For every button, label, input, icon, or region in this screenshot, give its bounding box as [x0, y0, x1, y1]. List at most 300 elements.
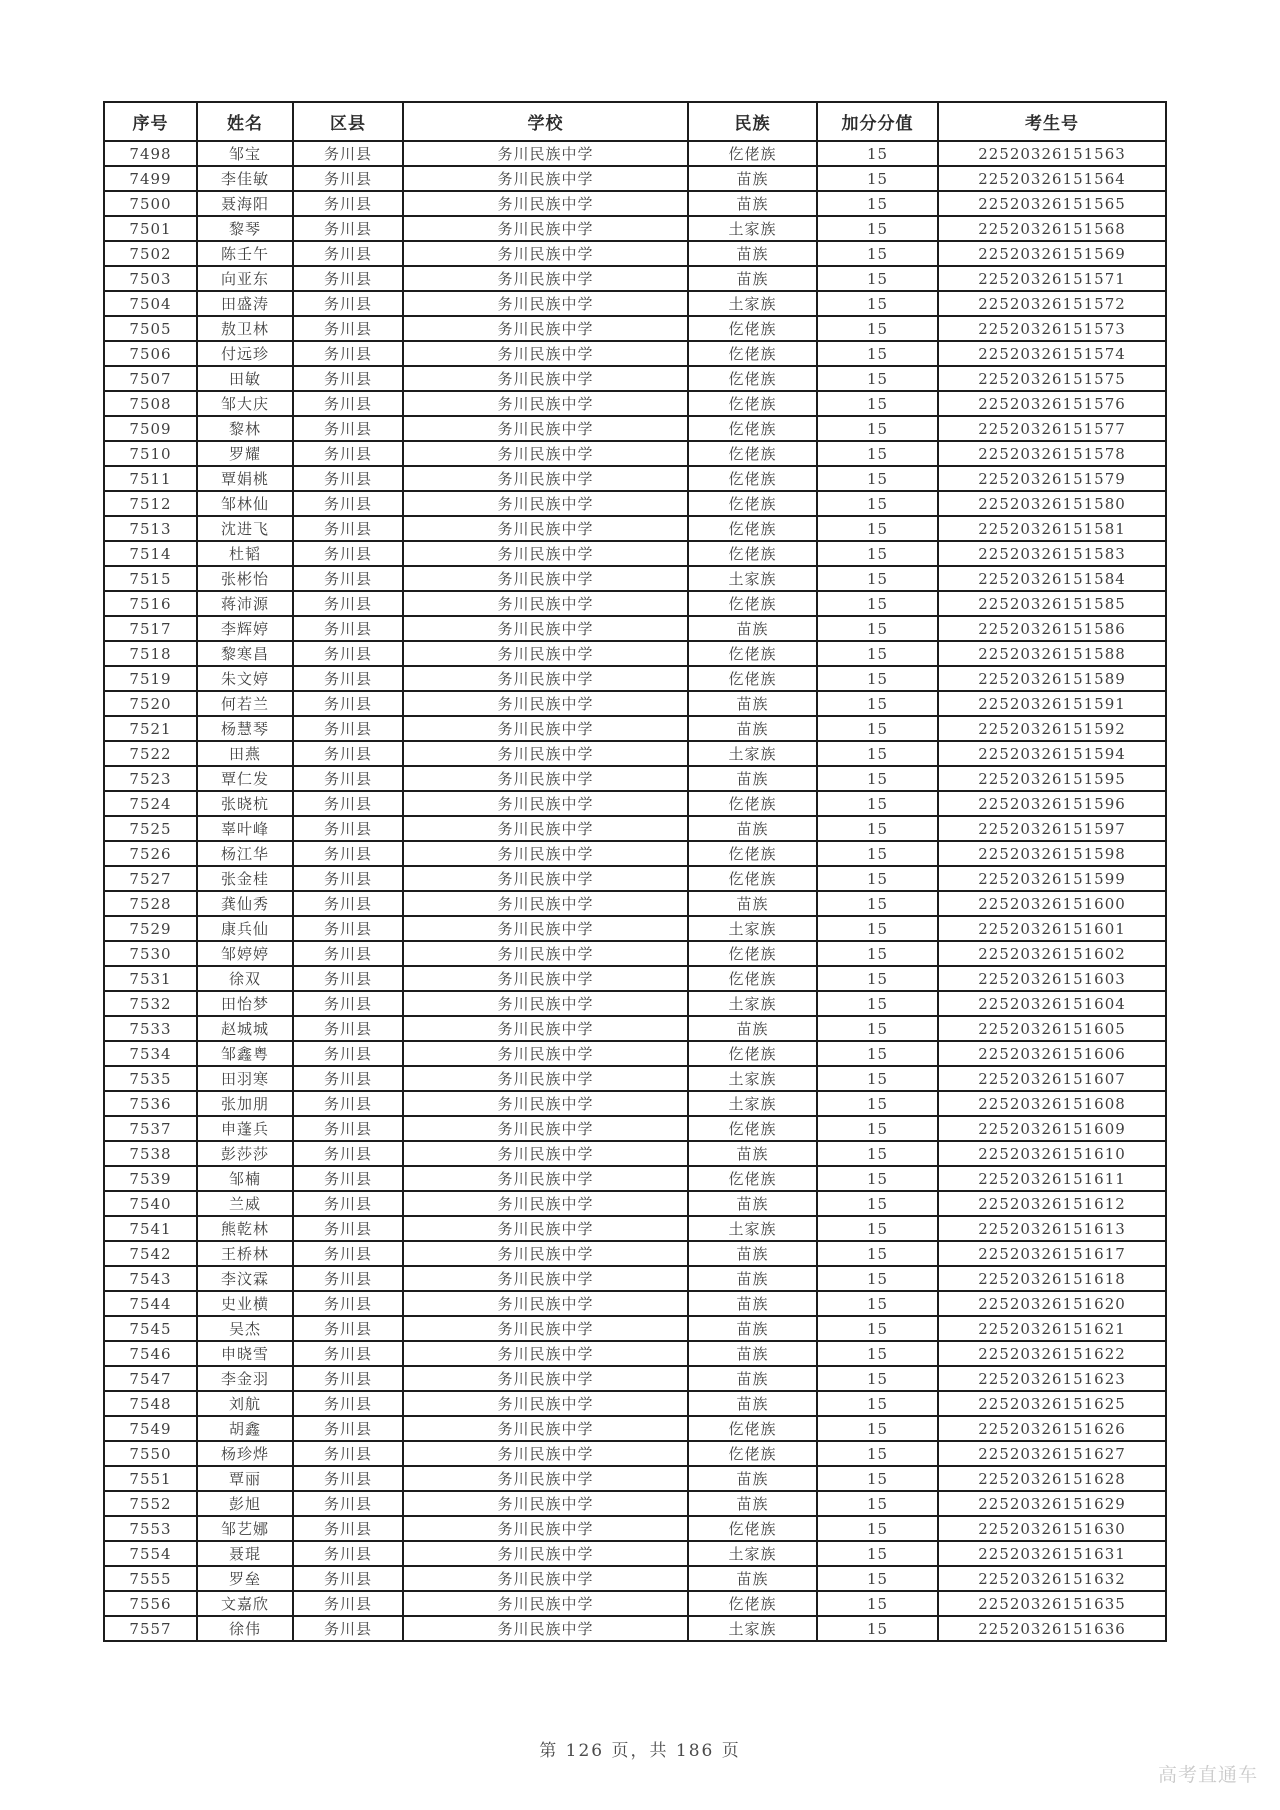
cell-ethnic: 仡佬族 [688, 541, 817, 566]
table-row [104, 241, 1166, 266]
cell-bonus: 15 [817, 641, 938, 666]
cell-seq: 7536 [104, 1091, 197, 1116]
cell-bonus: 15 [817, 1266, 938, 1291]
cell-examno: 22520326151575 [938, 366, 1166, 391]
cell-county: 务川县 [293, 1616, 403, 1641]
cell-name: 吴杰 [197, 1316, 293, 1341]
cell-bonus: 15 [817, 916, 938, 941]
cell-school: 务川民族中学 [403, 466, 688, 491]
table-row [104, 291, 1166, 316]
cell-examno: 22520326151621 [938, 1316, 1166, 1341]
cell-seq: 7501 [104, 216, 197, 241]
table-row [104, 1116, 1166, 1141]
table-row [104, 941, 1166, 966]
cell-examno: 22520326151610 [938, 1141, 1166, 1166]
cell-name: 沈进飞 [197, 516, 293, 541]
cell-name: 付远珍 [197, 341, 293, 366]
cell-ethnic: 土家族 [688, 291, 817, 316]
cell-seq: 7498 [104, 141, 197, 166]
cell-name: 罗耀 [197, 441, 293, 466]
table-row [104, 1216, 1166, 1241]
cell-bonus: 15 [817, 591, 938, 616]
cell-seq: 7520 [104, 691, 197, 716]
cell-examno: 22520326151628 [938, 1466, 1166, 1491]
cell-school: 务川民族中学 [403, 441, 688, 466]
cell-bonus: 15 [817, 991, 938, 1016]
cell-ethnic: 仡佬族 [688, 666, 817, 691]
cell-bonus: 15 [817, 716, 938, 741]
cell-name: 罗垒 [197, 1566, 293, 1591]
cell-school: 务川民族中学 [403, 241, 688, 266]
cell-school: 务川民族中学 [403, 1416, 688, 1441]
cell-ethnic: 苗族 [688, 166, 817, 191]
cell-bonus: 15 [817, 1116, 938, 1141]
cell-name: 朱文婷 [197, 666, 293, 691]
cell-school: 务川民族中学 [403, 1141, 688, 1166]
cell-county: 务川县 [293, 1366, 403, 1391]
cell-county: 务川县 [293, 541, 403, 566]
cell-name: 邹艺娜 [197, 1516, 293, 1541]
cell-county: 务川县 [293, 516, 403, 541]
cell-school: 务川民族中学 [403, 1491, 688, 1516]
cell-bonus: 15 [817, 816, 938, 841]
cell-examno: 22520326151623 [938, 1366, 1166, 1391]
cell-seq: 7530 [104, 941, 197, 966]
cell-bonus: 15 [817, 191, 938, 216]
cell-bonus: 15 [817, 1516, 938, 1541]
cell-examno: 22520326151584 [938, 566, 1166, 591]
cell-county: 务川县 [293, 691, 403, 716]
bonus-points-table [103, 101, 1167, 1642]
cell-county: 务川县 [293, 816, 403, 841]
cell-examno: 22520326151622 [938, 1341, 1166, 1366]
cell-bonus: 15 [817, 1491, 938, 1516]
table-row [104, 466, 1166, 491]
cell-name: 李佳敏 [197, 166, 293, 191]
cell-name: 李辉婷 [197, 616, 293, 641]
cell-school: 务川民族中学 [403, 1341, 688, 1366]
cell-bonus: 15 [817, 1616, 938, 1641]
cell-ethnic: 仡佬族 [688, 1516, 817, 1541]
cell-school: 务川民族中学 [403, 866, 688, 891]
cell-ethnic: 仡佬族 [688, 441, 817, 466]
cell-ethnic: 仡佬族 [688, 516, 817, 541]
cell-school: 务川民族中学 [403, 691, 688, 716]
cell-county: 务川县 [293, 941, 403, 966]
cell-examno: 22520326151612 [938, 1191, 1166, 1216]
cell-examno: 22520326151573 [938, 316, 1166, 341]
cell-ethnic: 苗族 [688, 1566, 817, 1591]
cell-bonus: 15 [817, 491, 938, 516]
table-row [104, 866, 1166, 891]
cell-ethnic: 苗族 [688, 891, 817, 916]
cell-bonus: 15 [817, 266, 938, 291]
cell-bonus: 15 [817, 391, 938, 416]
cell-school: 务川民族中学 [403, 1616, 688, 1641]
cell-seq: 7554 [104, 1541, 197, 1566]
cell-name: 赵城城 [197, 1016, 293, 1041]
cell-examno: 22520326151599 [938, 866, 1166, 891]
cell-name: 李汶霖 [197, 1266, 293, 1291]
cell-school: 务川民族中学 [403, 1566, 688, 1591]
cell-bonus: 15 [817, 316, 938, 341]
cell-ethnic: 土家族 [688, 916, 817, 941]
cell-ethnic: 土家族 [688, 1216, 817, 1241]
cell-seq: 7555 [104, 1566, 197, 1591]
table-row [104, 1366, 1166, 1391]
cell-name: 邹林仙 [197, 491, 293, 516]
cell-name: 彭旭 [197, 1491, 293, 1516]
cell-name: 张金桂 [197, 866, 293, 891]
cell-county: 务川县 [293, 1091, 403, 1116]
cell-examno: 22520326151604 [938, 991, 1166, 1016]
cell-county: 务川县 [293, 641, 403, 666]
table-row [104, 791, 1166, 816]
cell-name: 邹大庆 [197, 391, 293, 416]
cell-ethnic: 仡佬族 [688, 391, 817, 416]
cell-ethnic: 苗族 [688, 1316, 817, 1341]
cell-bonus: 15 [817, 1216, 938, 1241]
cell-ethnic: 苗族 [688, 1491, 817, 1516]
cell-seq: 7545 [104, 1316, 197, 1341]
cell-seq: 7552 [104, 1491, 197, 1516]
cell-school: 务川民族中学 [403, 816, 688, 841]
cell-school: 务川民族中学 [403, 616, 688, 641]
cell-bonus: 15 [817, 1091, 938, 1116]
cell-examno: 22520326151594 [938, 741, 1166, 766]
cell-bonus: 15 [817, 891, 938, 916]
cell-examno: 22520326151589 [938, 666, 1166, 691]
table-row [104, 1166, 1166, 1191]
table-row [104, 391, 1166, 416]
cell-examno: 22520326151580 [938, 491, 1166, 516]
cell-county: 务川县 [293, 1016, 403, 1041]
cell-ethnic: 苗族 [688, 191, 817, 216]
table-row [104, 341, 1166, 366]
cell-bonus: 15 [817, 366, 938, 391]
cell-examno: 22520326151611 [938, 1166, 1166, 1191]
cell-seq: 7526 [104, 841, 197, 866]
cell-bonus: 15 [817, 1566, 938, 1591]
cell-school: 务川民族中学 [403, 891, 688, 916]
cell-bonus: 15 [817, 566, 938, 591]
cell-seq: 7524 [104, 791, 197, 816]
cell-ethnic: 仡佬族 [688, 641, 817, 666]
cell-name: 田敏 [197, 366, 293, 391]
cell-examno: 22520326151630 [938, 1516, 1166, 1541]
cell-seq: 7557 [104, 1616, 197, 1641]
cell-county: 务川县 [293, 1341, 403, 1366]
cell-ethnic: 仡佬族 [688, 366, 817, 391]
cell-examno: 22520326151591 [938, 691, 1166, 716]
cell-ethnic: 苗族 [688, 1241, 817, 1266]
cell-examno: 22520326151598 [938, 841, 1166, 866]
cell-bonus: 15 [817, 1416, 938, 1441]
cell-examno: 22520326151597 [938, 816, 1166, 841]
cell-name: 黎寒昌 [197, 641, 293, 666]
cell-examno: 22520326151568 [938, 216, 1166, 241]
cell-ethnic: 仡佬族 [688, 1591, 817, 1616]
cell-name: 邹婷婷 [197, 941, 293, 966]
cell-school: 务川民族中学 [403, 141, 688, 166]
column-header-examno: 考生号 [938, 102, 1166, 141]
cell-bonus: 15 [817, 841, 938, 866]
cell-county: 务川县 [293, 966, 403, 991]
cell-bonus: 15 [817, 1366, 938, 1391]
cell-county: 务川县 [293, 166, 403, 191]
cell-name: 田羽寒 [197, 1066, 293, 1091]
cell-ethnic: 苗族 [688, 766, 817, 791]
cell-school: 务川民族中学 [403, 1316, 688, 1341]
cell-name: 黎林 [197, 416, 293, 441]
cell-seq: 7553 [104, 1516, 197, 1541]
cell-examno: 22520326151592 [938, 716, 1166, 741]
cell-seq: 7550 [104, 1441, 197, 1466]
cell-ethnic: 仡佬族 [688, 1041, 817, 1066]
cell-name: 向亚东 [197, 266, 293, 291]
table-row [104, 766, 1166, 791]
table-row [104, 166, 1166, 191]
cell-seq: 7541 [104, 1216, 197, 1241]
cell-bonus: 15 [817, 291, 938, 316]
cell-seq: 7508 [104, 391, 197, 416]
cell-seq: 7500 [104, 191, 197, 216]
table-row [104, 741, 1166, 766]
cell-name: 田怡梦 [197, 991, 293, 1016]
table-row [104, 516, 1166, 541]
table-row [104, 1416, 1166, 1441]
cell-bonus: 15 [817, 941, 938, 966]
cell-ethnic: 苗族 [688, 1141, 817, 1166]
table-row [104, 541, 1166, 566]
cell-bonus: 15 [817, 1391, 938, 1416]
table-row [104, 441, 1166, 466]
cell-ethnic: 仡佬族 [688, 416, 817, 441]
table-header [104, 102, 1166, 141]
cell-examno: 22520326151565 [938, 191, 1166, 216]
cell-county: 务川县 [293, 1516, 403, 1541]
table-row [104, 991, 1166, 1016]
cell-seq: 7538 [104, 1141, 197, 1166]
cell-examno: 22520326151596 [938, 791, 1166, 816]
cell-bonus: 15 [817, 691, 938, 716]
cell-county: 务川县 [293, 666, 403, 691]
cell-ethnic: 苗族 [688, 616, 817, 641]
cell-county: 务川县 [293, 1141, 403, 1166]
cell-ethnic: 土家族 [688, 566, 817, 591]
cell-county: 务川县 [293, 991, 403, 1016]
cell-county: 务川县 [293, 416, 403, 441]
cell-county: 务川县 [293, 1041, 403, 1066]
cell-bonus: 15 [817, 1316, 938, 1341]
cell-school: 务川民族中学 [403, 1016, 688, 1041]
cell-seq: 7510 [104, 441, 197, 466]
cell-seq: 7539 [104, 1166, 197, 1191]
table-row [104, 1441, 1166, 1466]
cell-name: 申晓雪 [197, 1341, 293, 1366]
cell-bonus: 15 [817, 141, 938, 166]
table-row [104, 1016, 1166, 1041]
column-header-county: 区县 [293, 102, 403, 141]
cell-ethnic: 仡佬族 [688, 341, 817, 366]
cell-school: 务川民族中学 [403, 1041, 688, 1066]
cell-examno: 22520326151581 [938, 516, 1166, 541]
cell-school: 务川民族中学 [403, 1466, 688, 1491]
cell-county: 务川县 [293, 1241, 403, 1266]
cell-ethnic: 土家族 [688, 1541, 817, 1566]
cell-school: 务川民族中学 [403, 1066, 688, 1091]
table-row [104, 916, 1166, 941]
cell-name: 覃娟桃 [197, 466, 293, 491]
cell-school: 务川民族中学 [403, 216, 688, 241]
table-row [104, 1391, 1166, 1416]
cell-county: 务川县 [293, 366, 403, 391]
cell-county: 务川县 [293, 491, 403, 516]
cell-county: 务川县 [293, 441, 403, 466]
table-body [104, 141, 1166, 1641]
table-row [104, 491, 1166, 516]
cell-school: 务川民族中学 [403, 916, 688, 941]
cell-ethnic: 土家族 [688, 1616, 817, 1641]
cell-county: 务川县 [293, 916, 403, 941]
cell-seq: 7542 [104, 1241, 197, 1266]
cell-school: 务川民族中学 [403, 1216, 688, 1241]
cell-school: 务川民族中学 [403, 1541, 688, 1566]
page-number-footer: 第 126 页，共 186 页 [539, 1741, 741, 1761]
cell-ethnic: 仡佬族 [688, 1166, 817, 1191]
cell-county: 务川县 [293, 1566, 403, 1591]
table-row [104, 1041, 1166, 1066]
cell-bonus: 15 [817, 216, 938, 241]
cell-name: 张加朋 [197, 1091, 293, 1116]
cell-name: 龚仙秀 [197, 891, 293, 916]
cell-ethnic: 苗族 [688, 241, 817, 266]
cell-bonus: 15 [817, 866, 938, 891]
cell-examno: 22520326151564 [938, 166, 1166, 191]
cell-school: 务川民族中学 [403, 1266, 688, 1291]
cell-ethnic: 苗族 [688, 1466, 817, 1491]
cell-seq: 7533 [104, 1016, 197, 1041]
cell-name: 田盛涛 [197, 291, 293, 316]
cell-bonus: 15 [817, 241, 938, 266]
cell-bonus: 15 [817, 1291, 938, 1316]
cell-ethnic: 仡佬族 [688, 841, 817, 866]
cell-seq: 7517 [104, 616, 197, 641]
cell-seq: 7511 [104, 466, 197, 491]
cell-bonus: 15 [817, 1441, 938, 1466]
cell-bonus: 15 [817, 516, 938, 541]
cell-bonus: 15 [817, 1341, 938, 1366]
cell-school: 务川民族中学 [403, 1366, 688, 1391]
cell-seq: 7537 [104, 1116, 197, 1141]
cell-name: 申蓬兵 [197, 1116, 293, 1141]
cell-county: 务川县 [293, 1191, 403, 1216]
column-header-school: 学校 [403, 102, 688, 141]
table-row [104, 216, 1166, 241]
cell-examno: 22520326151617 [938, 1241, 1166, 1266]
cell-school: 务川民族中学 [403, 341, 688, 366]
cell-examno: 22520326151583 [938, 541, 1166, 566]
cell-county: 务川县 [293, 1166, 403, 1191]
table-row [104, 1566, 1166, 1591]
cell-county: 务川县 [293, 1116, 403, 1141]
cell-seq: 7516 [104, 591, 197, 616]
cell-school: 务川民族中学 [403, 516, 688, 541]
cell-ethnic: 苗族 [688, 1266, 817, 1291]
cell-examno: 22520326151631 [938, 1541, 1166, 1566]
cell-bonus: 15 [817, 766, 938, 791]
cell-seq: 7529 [104, 916, 197, 941]
cell-seq: 7547 [104, 1366, 197, 1391]
cell-county: 务川县 [293, 1266, 403, 1291]
cell-school: 务川民族中学 [403, 416, 688, 441]
cell-name: 何若兰 [197, 691, 293, 716]
column-header-name: 姓名 [197, 102, 293, 141]
cell-county: 务川县 [293, 1391, 403, 1416]
cell-examno: 22520326151607 [938, 1066, 1166, 1091]
cell-examno: 22520326151579 [938, 466, 1166, 491]
cell-school: 务川民族中学 [403, 991, 688, 1016]
cell-name: 史业横 [197, 1291, 293, 1316]
cell-bonus: 15 [817, 1141, 938, 1166]
cell-ethnic: 土家族 [688, 1091, 817, 1116]
table-row [104, 1316, 1166, 1341]
cell-seq: 7549 [104, 1416, 197, 1441]
table-row [104, 1616, 1166, 1641]
table-row [104, 1516, 1166, 1541]
cell-school: 务川民族中学 [403, 666, 688, 691]
table-row [104, 1291, 1166, 1316]
cell-name: 邹鑫粤 [197, 1041, 293, 1066]
cell-examno: 22520326151618 [938, 1266, 1166, 1291]
cell-school: 务川民族中学 [403, 1116, 688, 1141]
cell-ethnic: 仡佬族 [688, 966, 817, 991]
cell-name: 覃丽 [197, 1466, 293, 1491]
cell-name: 王桥林 [197, 1241, 293, 1266]
cell-bonus: 15 [817, 1166, 938, 1191]
cell-ethnic: 仡佬族 [688, 591, 817, 616]
cell-ethnic: 仡佬族 [688, 1416, 817, 1441]
cell-bonus: 15 [817, 541, 938, 566]
cell-seq: 7504 [104, 291, 197, 316]
table-row [104, 1341, 1166, 1366]
cell-name: 兰威 [197, 1191, 293, 1216]
cell-examno: 22520326151569 [938, 241, 1166, 266]
cell-school: 务川民族中学 [403, 1516, 688, 1541]
cell-county: 务川县 [293, 216, 403, 241]
cell-school: 务川民族中学 [403, 1191, 688, 1216]
cell-ethnic: 苗族 [688, 266, 817, 291]
cell-school: 务川民族中学 [403, 1291, 688, 1316]
cell-county: 务川县 [293, 716, 403, 741]
cell-seq: 7518 [104, 641, 197, 666]
cell-county: 务川县 [293, 341, 403, 366]
cell-ethnic: 仡佬族 [688, 791, 817, 816]
cell-ethnic: 苗族 [688, 1366, 817, 1391]
cell-county: 务川县 [293, 1491, 403, 1516]
cell-ethnic: 苗族 [688, 716, 817, 741]
cell-county: 务川县 [293, 1466, 403, 1491]
cell-county: 务川县 [293, 841, 403, 866]
cell-examno: 22520326151577 [938, 416, 1166, 441]
cell-school: 务川民族中学 [403, 291, 688, 316]
cell-school: 务川民族中学 [403, 766, 688, 791]
cell-seq: 7515 [104, 566, 197, 591]
cell-seq: 7522 [104, 741, 197, 766]
cell-seq: 7507 [104, 366, 197, 391]
cell-name: 杜韬 [197, 541, 293, 566]
cell-county: 务川县 [293, 766, 403, 791]
